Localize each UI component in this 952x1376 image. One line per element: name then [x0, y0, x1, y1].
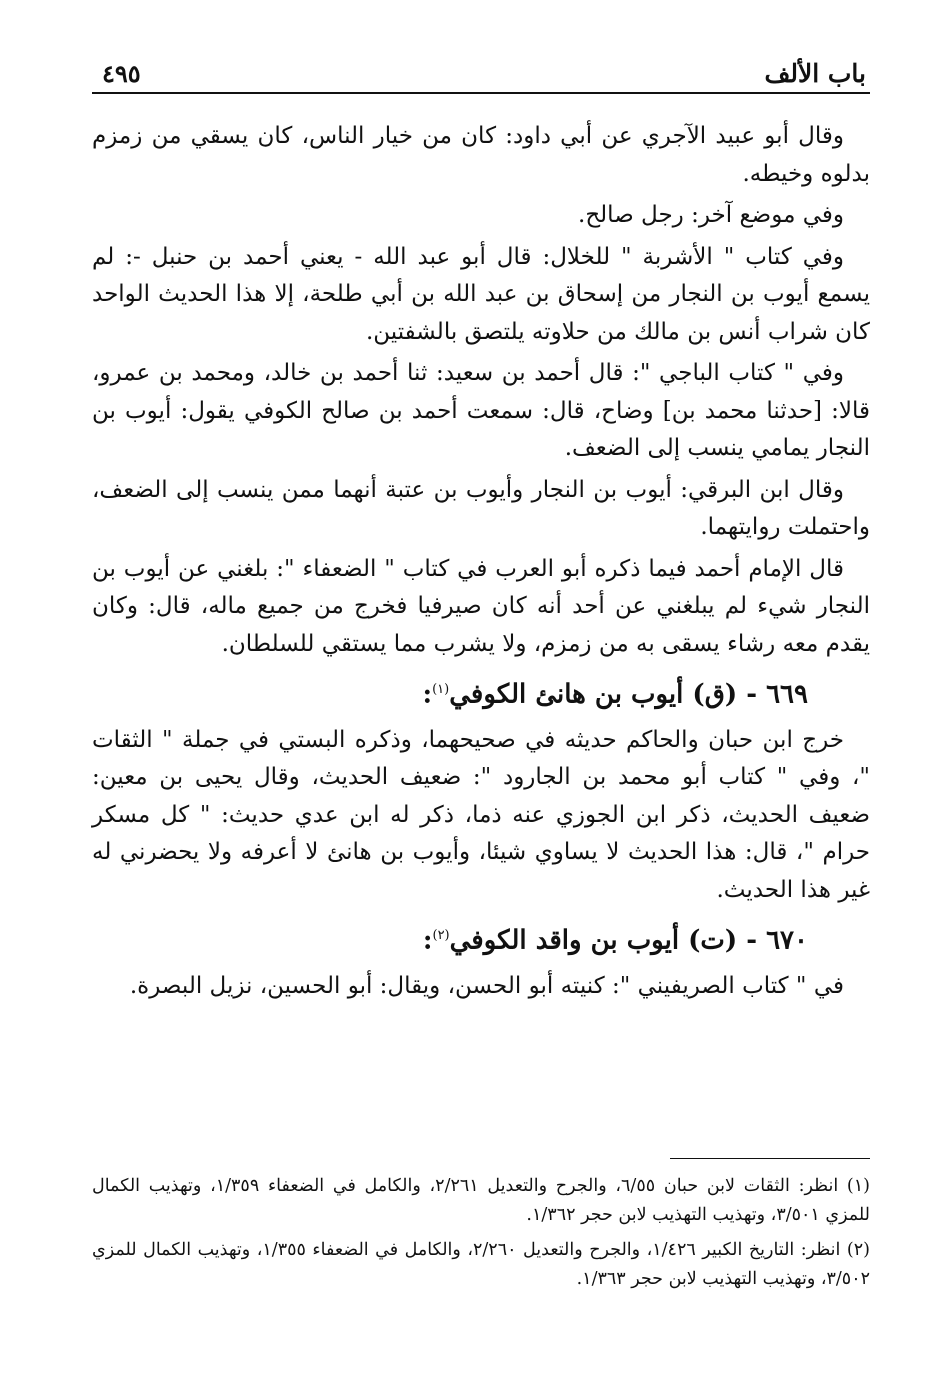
- paragraph: وقال أبو عبيد الآجري عن أبي داود: كان من خيار الناس، كان يسقي من زمزم بدلوه وخيطه.: [92, 123, 870, 187]
- paragraph: وفي كتاب " الأشربة " للخلال: قال أبو عبد الله - يعني أحمد بن حنبل -: لم يسمع أيوب بن النجار من إسحاق بن عبد الله بن أبي طلحة، إلا هذا الحديث الواحد كان شراب أنس بن مالك من حلاوته يلتصق بالشفتين.: [92, 243, 870, 345]
- running-header: [92, 52, 870, 94]
- paragraph: قال الإمام أحمد فيما ذكره أبو العرب في كتاب " الضعفاء ": بلغني عن أيوب بن النجار شيء لم يبلغني عن أحد أنه كان صيرفيا فخرج من جميع ماله، قال: وكان يقدم معه رشاء يسقى به من زمزم، ولا يشرب مما يستقي للسلطان.: [92, 555, 870, 657]
- entry-heading-669: [92, 667, 870, 718]
- main-text: [92, 118, 870, 1005]
- footnote-ref-1[interactable]: (١): [432, 682, 450, 697]
- footnote-1: (١) انظر: الثقات لابن حبان ٦/٥٥، والجرح والتعديل ٢/٢٦١، والكامل في الضعفاء ١/٣٥٩، وتهذيب الكمال للمزي ٣/٥٠١، وتهذيب التهذيب لابن حجر ١/٣٦٢.: [92, 1176, 870, 1225]
- footnote-ref-2[interactable]: (٢): [432, 928, 450, 944]
- paragraph: وفي " كتاب الباجي ": قال أحمد بن سعيد: ثنا أحمد بن خالد، ومحمد بن عمرو، قالا: [حدثنا محمد بن] وضاح، قال: سمعت أحمد بن صالح الكوفي يقول: أيوب بن النجار يمامي ينسب إلى الضعف.: [92, 360, 870, 461]
- footnotes: [92, 1172, 870, 1300]
- footnote-separator: [670, 1158, 870, 1159]
- entry-heading-670: [92, 913, 870, 964]
- entry-heading-text: ٦٦٩ - (ق) أيوب بن هانئ الكوفي: [449, 679, 808, 710]
- entry-heading-colon: :: [422, 679, 433, 710]
- paragraph: في " كتاب الصريفيني ": كنيته أبو الحسن، ويقال: أبو الحسين، نزيل البصرة.: [129, 972, 844, 999]
- paragraph: خرج ابن حبان والحاكم حديثه في صحيحهما، وذكره البستي في جملة " الثقات "، وفي " كتاب أبو محمد بن الجارود ": ضعيف الحديث، وقال يحيى بن معين: ضعيف الحديث، ذكر ابن الجوزي عنه ذما، ذكر له ابن عدي حديث: " كل مسكر حرام "، قال: هذا الحديث لا يساوي شيئا، وأيوب بن هانئ لا أعرفه ولا يحضرني له غير هذا الحديث.: [92, 726, 870, 903]
- chapter-title: باب الألف: [764, 59, 866, 88]
- paragraph: وفي موضع آخر: رجل صالح.: [578, 202, 844, 228]
- entry-heading-colon: :: [422, 925, 433, 956]
- paragraph: وقال ابن البرقي: أيوب بن النجار وأيوب بن عتبة أنهما ممن ينسب إلى الضعف، واحتملت روايتهما.: [92, 476, 870, 540]
- page-number: ٤٩٥: [102, 59, 141, 88]
- entry-heading-text: ٦٧٠ - (ت) أيوب بن واقد الكوفي: [449, 925, 808, 956]
- book-page: [92, 52, 870, 1342]
- footnote-2: (٢) انظر: التاريخ الكبير ١/٤٢٦، والجرح والتعديل ٢/٢٦٠، والكامل في الضعفاء ١/٣٥٥، وتهذيب الكمال للمزي ٣/٥٠٢، وتهذيب التهذيب لابن حجر ١/٣٦٣.: [92, 1240, 870, 1289]
